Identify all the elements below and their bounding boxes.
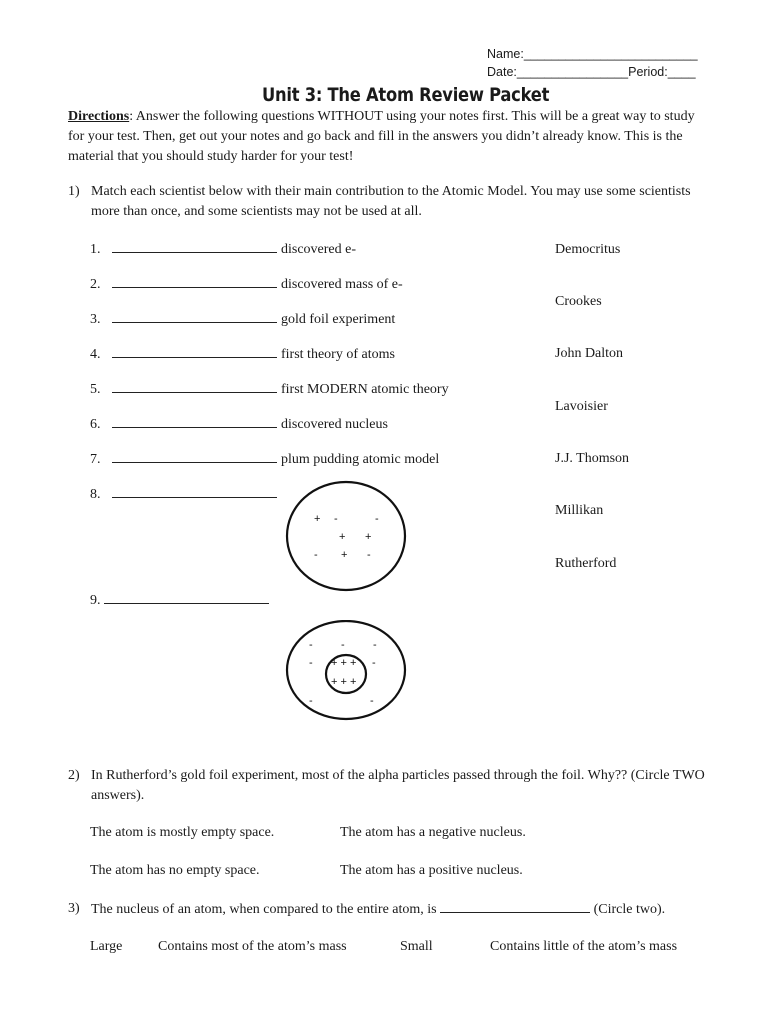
charge-sign: - xyxy=(309,639,313,651)
answer-blank-7[interactable] xyxy=(112,449,277,463)
answer-blank-9[interactable] xyxy=(104,590,269,604)
q2-prompt: In Rutherford’s gold foil experiment, most of the alpha particles passed through the foil. Why?? (Circle TWO answers). xyxy=(91,768,705,803)
charge-sign: - xyxy=(341,639,345,651)
charge-sign: - xyxy=(350,713,354,725)
date-period-field[interactable]: Date:________________Period:____ xyxy=(487,65,696,79)
match-item-9: 9. xyxy=(90,590,269,611)
q3-option-most-mass[interactable]: Contains most of the atom’s mass xyxy=(158,939,347,954)
match-item-6: 6. discovered nucleus xyxy=(90,414,388,435)
charge-sign: - xyxy=(334,513,338,525)
charge-sign: + xyxy=(365,531,372,543)
answer-blank-5[interactable] xyxy=(112,379,277,393)
page-title: Unit 3: The Atom Review Packet xyxy=(262,84,550,106)
charge-sign: - xyxy=(370,695,374,707)
charge-sign: - xyxy=(309,695,313,707)
scientist-john-dalton: John Dalton xyxy=(555,346,624,361)
q3-number: 3) xyxy=(68,901,80,916)
answer-blank-6[interactable] xyxy=(112,414,277,428)
charge-sign: - xyxy=(367,549,371,561)
match-item-1: 1. discovered e- xyxy=(90,239,356,260)
name-field[interactable]: Name:_________________________ xyxy=(487,47,698,61)
q2-option-3[interactable]: The atom has no empty space. xyxy=(90,863,260,878)
q2-option-4[interactable]: The atom has a positive nucleus. xyxy=(340,863,523,878)
q3-answer-blank[interactable] xyxy=(440,899,590,913)
q1-prompt: Match each scientist below with their main contribution to the Atomic Model. You may use some scientists more than once, and some scientists may not be used at all. xyxy=(91,184,691,219)
scientist-lavoisier: Lavoisier xyxy=(555,399,608,414)
q3-prompt: The nucleus of an atom, when compared to the entire atom, is (Circle two). xyxy=(91,899,665,920)
q2-option-2[interactable]: The atom has a negative nucleus. xyxy=(340,825,526,840)
scientist-millikan: Millikan xyxy=(555,503,604,518)
match-item-7: 7. plum pudding atomic model xyxy=(90,449,439,470)
q3-option-little-mass[interactable]: Contains little of the atom’s mass xyxy=(490,939,678,954)
q2-option-1[interactable]: The atom is mostly empty space. xyxy=(90,825,275,840)
atom-outline xyxy=(287,621,405,719)
directions-label: Directions xyxy=(68,109,130,124)
scientist-crookes: Crookes xyxy=(555,294,602,309)
directions xyxy=(68,107,698,167)
charge-sign: - xyxy=(375,513,379,525)
match-item-2: 2. discovered mass of e- xyxy=(90,274,403,295)
q1-number: 1) xyxy=(68,184,80,199)
charge-sign: + xyxy=(339,531,346,543)
scientist-rutherford: Rutherford xyxy=(555,556,617,571)
answer-blank-1[interactable] xyxy=(112,239,277,253)
scientist-jj-thomson: J.J. Thomson xyxy=(555,451,630,466)
charge-sign: - xyxy=(309,657,313,669)
charge-sign: - xyxy=(372,657,376,669)
answer-blank-3[interactable] xyxy=(112,309,277,323)
match-item-3: 3. gold foil experiment xyxy=(90,309,395,330)
charge-sign: - xyxy=(373,639,377,651)
nucleus-charges: + + + xyxy=(331,657,357,669)
charge-sign: + xyxy=(314,513,321,525)
match-item-4: 4. first theory of atoms xyxy=(90,344,395,365)
scientist-democritus: Democritus xyxy=(555,242,621,257)
answer-blank-2[interactable] xyxy=(112,274,277,288)
match-item-5: 5. first MODERN atomic theory xyxy=(90,379,449,400)
q3-option-large[interactable]: Large xyxy=(90,939,123,954)
nucleus-charges: + + + xyxy=(331,676,357,688)
answer-blank-8[interactable] xyxy=(112,484,277,498)
q2-number: 2) xyxy=(68,768,80,783)
plum-pudding-diagram xyxy=(285,480,410,595)
answer-blank-4[interactable] xyxy=(112,344,277,358)
q3-option-small[interactable]: Small xyxy=(400,939,433,954)
atom-outline xyxy=(287,482,405,590)
match-item-8: 8. xyxy=(90,484,277,505)
nuclear-model-diagram xyxy=(285,620,410,730)
charge-sign: + xyxy=(341,549,348,561)
directions-text: : Answer the following questions WITHOUT using your notes first. This will be a great way to study for your test. Then, get out your notes and go back and fill in the answers you didn’t already know. This is the material that you should study harder for your test! xyxy=(68,109,695,164)
charge-sign: - xyxy=(314,549,318,561)
